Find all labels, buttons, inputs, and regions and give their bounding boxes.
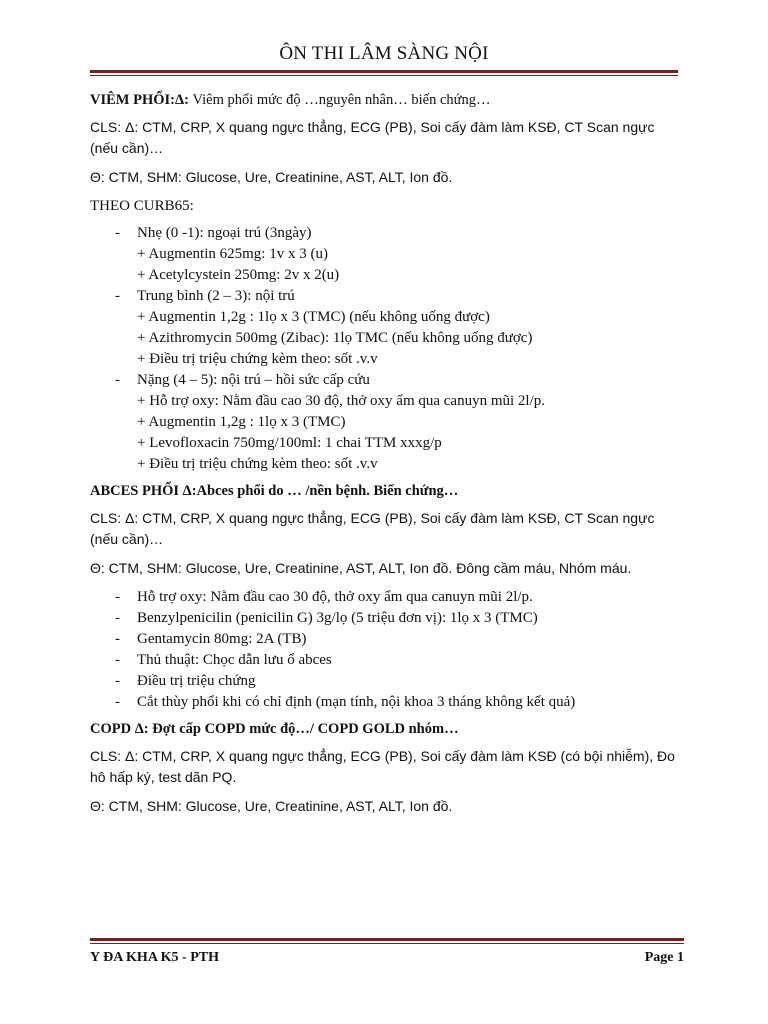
list-item: [90, 370, 684, 475]
footer-rule: [90, 938, 684, 944]
group-item: + Điều trị triệu chứng kèm theo: sốt .v.v: [137, 351, 378, 367]
group-item: + Augmentin 1,2g : 1lọ x 3 (TMC): [137, 414, 346, 430]
list-item-text: Hỗ trợ oxy: Nằm đầu cao 30 độ, thở oxy ẩm qua canuyn mũi 2l/p.: [137, 589, 533, 605]
page-footer: [90, 934, 684, 966]
cls-paragraph: CLS: Δ: CTM, CRP, X quang ngực thẳng, ECG (PB), Soi cấy đàm làm KSĐ, CT Scan ngực (nếu cần)…: [90, 510, 655, 547]
list-item-text: Điều trị triệu chứng: [137, 673, 256, 689]
footer-row: [90, 950, 684, 966]
page-number: Page 1: [644, 950, 684, 965]
page-title: ÔN THI LÂM SÀNG NỘI: [279, 43, 489, 64]
group-item: + Acetylcystein 250mg: 2v x 2(u): [137, 267, 340, 283]
list-item-text: Cắt thùy phổi khi có chỉ định (mạn tính, nội khoa 3 tháng không kết quả): [137, 694, 576, 710]
group-item: + Azithromycin 500mg (Zibac): 1lọ TMC (nếu không uống được): [137, 330, 533, 346]
cls-paragraph: [90, 117, 684, 159]
list-item: [90, 671, 684, 692]
section-heading-copd: COPD Δ: Đợt cấp COPD mức độ…/ COPD GOLD nhóm…: [90, 721, 459, 737]
list-item: [90, 223, 684, 286]
dash-bullet: -: [115, 631, 120, 647]
group-item: + Augmentin 625mg: 1v x 3 (u): [137, 246, 328, 262]
dash-bullet: -: [115, 589, 120, 605]
page-header: [90, 42, 678, 76]
group-label: Trung bình (2 – 3): nội trú: [137, 288, 295, 304]
section-heading-viem-phoi: [90, 90, 684, 111]
group-item: + Levofloxacin 750mg/100ml: 1 chai TTM xxxg/p: [137, 435, 442, 451]
heading-rest: Viêm phổi mức độ …nguyên nhân… biến chứng…: [188, 92, 491, 108]
footer-author: Y ĐA KHA K5 - PTH: [90, 950, 219, 965]
theta-paragraph: Θ: CTM, SHM: Glucose, Ure, Creatinine, AST, ALT, Ion đồ. Đông cầm máu, Nhóm máu.: [90, 560, 632, 576]
document-body: [90, 90, 684, 825]
abces-treatment-list: [90, 587, 684, 713]
curb65-list: [90, 223, 684, 475]
dash-bullet: -: [115, 372, 120, 388]
theta-paragraph: Θ: CTM, SHM: Glucose, Ure, Creatinine, AST, ALT, Ion đồ.: [90, 798, 453, 814]
group-item: + Điều trị triệu chứng kèm theo: sốt .v.v: [137, 456, 378, 472]
dash-bullet: -: [115, 610, 120, 626]
dash-bullet: -: [115, 694, 120, 710]
list-item: [90, 692, 684, 713]
list-item: [90, 650, 684, 671]
list-item: [90, 286, 684, 370]
dash-bullet: -: [115, 288, 120, 304]
list-item-text: Benzylpenicilin (penicilin G) 3g/lọ (5 triệu đơn vị): 1lọ x 3 (TMC): [137, 610, 538, 626]
list-item: [90, 629, 684, 650]
heading-bold: VIÊM PHỔI:Δ:: [90, 92, 189, 108]
dash-bullet: -: [115, 652, 120, 668]
section-heading-abces-phoi: ABCES PHỔI Δ:Abces phổi do … /nền bệnh. Biến chứng…: [90, 483, 459, 499]
cls-paragraph: CLS: Δ: CTM, CRP, X quang ngực thẳng, ECG (PB), Soi cấy đàm làm KSĐ (có bội nhiễm), Đo hô hấp ký, test dãn PQ.: [90, 748, 675, 785]
theta-paragraph: Θ: CTM, SHM: Glucose, Ure, Creatinine, AST, ALT, Ion đồ.: [90, 169, 453, 185]
cls-prefix: CLS: Δ:: [90, 119, 143, 135]
header-rule: [90, 70, 678, 76]
group-item: + Hỗ trợ oxy: Nằm đầu cao 30 độ, thở oxy ẩm qua canuyn mũi 2l/p.: [137, 393, 546, 409]
dash-bullet: -: [115, 225, 120, 241]
list-item: [90, 587, 684, 608]
dash-bullet: -: [115, 673, 120, 689]
list-item-text: Thủ thuật: Chọc dẫn lưu ổ abces: [137, 652, 332, 668]
curb65-label: THEO CURB65:: [90, 198, 194, 214]
list-item-text: Gentamycin 80mg: 2A (TB): [137, 631, 307, 647]
group-item: + Augmentin 1,2g : 1lọ x 3 (TMC) (nếu không uống được): [137, 309, 490, 325]
group-label: Nhẹ (0 -1): ngoại trú (3ngày): [137, 225, 312, 241]
cls-text: CTM, CRP, X quang ngực thẳng, ECG (PB), Soi cấy đàm làm KSĐ, CT Scan ngực (nếu cần)…: [90, 119, 655, 156]
group-label: Nặng (4 – 5): nội trú – hồi sức cấp cứu: [137, 372, 370, 388]
list-item: [90, 608, 684, 629]
